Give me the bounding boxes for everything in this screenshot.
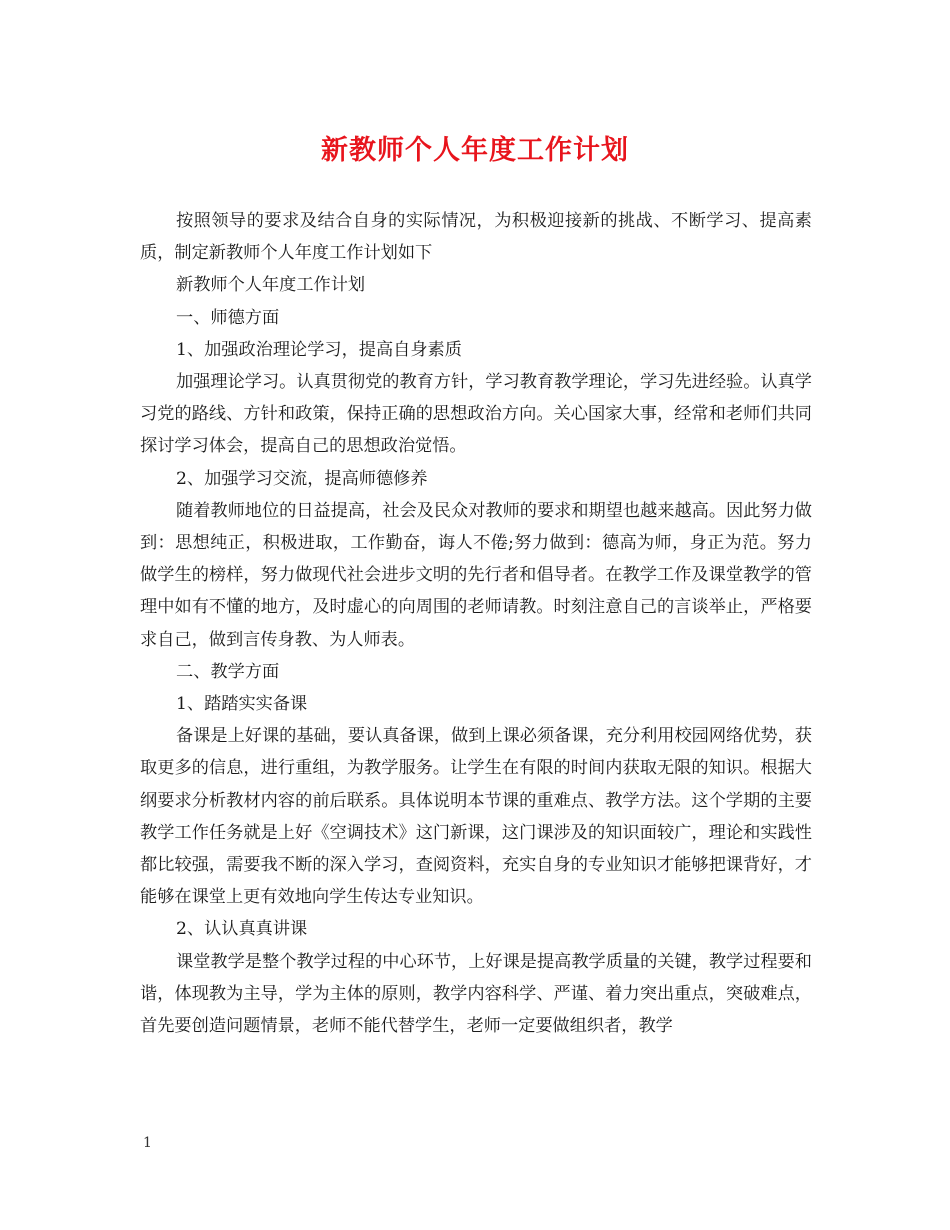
section-heading-ethics: 一、师德方面 bbox=[176, 307, 280, 328]
subtitle-paragraph: 新教师个人年度工作计划 bbox=[176, 275, 366, 296]
subheading-lesson-prep: 1、踏踏实实备课 bbox=[176, 694, 308, 715]
section-heading-teaching: 二、教学方面 bbox=[176, 661, 280, 682]
document-title: 新教师个人年度工作计划 bbox=[321, 135, 629, 166]
paragraph-theory-study: 加强理论学习。认真贯彻党的教育方针，学习教育教学理论，学习先进经验。认真学习党的路线、方针和政策，保持正确的思想政治方向。关心国家大事，经常和老师们共同探讨学习体会，提高自己的思想政治觉悟。 bbox=[140, 372, 812, 457]
page-number: 1 bbox=[143, 1135, 152, 1151]
subheading-exchange: 2、加强学习交流，提高师德修养 bbox=[176, 468, 428, 489]
document-body bbox=[140, 205, 812, 1042]
paragraph-lecturing: 课堂教学是整个教学过程的中心环节，上好课是提高教学质量的关键，教学过程要和谐，体现教为主导，学为主体的原则，教学内容科学、严谨、着力突出重点，突破难点，首先要创造问题情景，老师不能代替学生，老师一定要做组织者，教学 bbox=[140, 951, 812, 1037]
subheading-political-study: 1、加强政治理论学习，提高自身素质 bbox=[176, 339, 462, 360]
intro-paragraph: 按照领导的要求及结合自身的实际情况，为积极迎接新的挑战、不断学习、提高素质，制定新教师个人年度工作计划如下 bbox=[140, 211, 812, 264]
subheading-lecturing: 2、认认真真讲课 bbox=[176, 919, 308, 940]
paragraph-lesson-prep: 备课是上好课的基础，要认真备课，做到上课必须备课，充分利用校园网络优势，获取更多的信息，进行重组，为教学服务。让学生在有限的时间内获取无限的知识。根据大纲要求分析教材内容的前后联系。具体说明本节课的重难点、教学方法。这个学期的主要教学工作任务就是上好《空调技术》这门新课，这门课涉及的知识面较广，理论和实践性都比较强，需要我不断的深入学习，查阅资料，充实自身的专业知识才能够把课背好，才能够在课堂上更有效地向学生传达专业知识。 bbox=[140, 726, 812, 908]
paragraph-teacher-ethics: 随着教师地位的日益提高，社会及民众对教师的要求和期望也越来越高。因此努力做到：思想纯正，积极进取，工作勤奋，诲人不倦;努力做到：德高为师，身正为范。努力做学生的榜样，努力做现代社会进步文明的先行者和倡导者。在教学工作及课堂教学的管理中如有不懂的地方，及时虚心的向周围的老师请教。时刻注意自己的言谈举止，严格要求自己，做到言传身教、为人师表。 bbox=[140, 500, 812, 650]
